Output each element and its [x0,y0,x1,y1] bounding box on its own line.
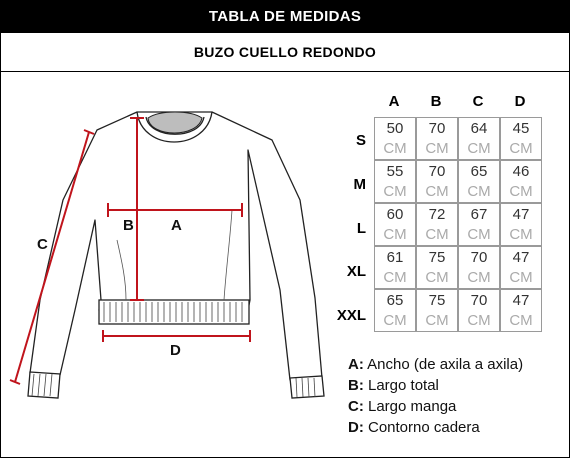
table-cell: 64 CM [458,117,500,160]
table-cell: 65 CM [374,289,416,332]
table-cell: 75 CM [416,246,458,289]
right-cuff [290,376,324,398]
table-cell: 70 CM [458,289,500,332]
table-cell: 72 CM [416,203,458,246]
table-cell: 47 CM [500,203,542,246]
row-header-xxl: XXL [336,307,366,324]
table-cell: 45 CM [500,117,542,160]
row-header-xl: XL [346,263,366,280]
row-header-m: M [353,176,366,193]
table-cell: 55 CM [374,160,416,203]
table-cell: 47 CM [500,289,542,332]
page-title: TABLA DE MEDIDAS [208,8,362,25]
row-header-l: L [356,220,366,237]
sweater-outline [30,112,322,380]
product-name: BUZO CUELLO REDONDO [193,44,377,60]
column-header-b: B [430,93,442,110]
measure-line-c [15,132,89,382]
table-cell: 70 CM [416,160,458,203]
table-cell: 47 CM [500,246,542,289]
label-c: C [37,236,48,253]
column-header-a: A [388,93,400,110]
label-b: B [123,217,134,234]
table-cell: 67 CM [458,203,500,246]
row-header-s: S [355,132,366,149]
legend-item-d: D: Contorno cadera [348,419,480,436]
legend-item-c: C: Largo manga [348,398,457,415]
table-cell: 46 CM [500,160,542,203]
label-a: A [171,217,182,234]
label-d: D [170,342,181,359]
table-cell: 50 CM [374,117,416,160]
legend-item-b: B: Largo total [348,377,439,394]
table-cell: 60 CM [374,203,416,246]
table-cell: 65 CM [458,160,500,203]
table-cell: 70 CM [458,246,500,289]
table-cell: 61 CM [374,246,416,289]
table-cell: 70 CM [416,117,458,160]
column-header-c: C [472,93,484,110]
column-header-d: D [514,93,526,110]
waistband [99,300,249,324]
table-cell: 75 CM [416,289,458,332]
legend-item-a: A: Ancho (de axila a axila) [348,356,524,373]
